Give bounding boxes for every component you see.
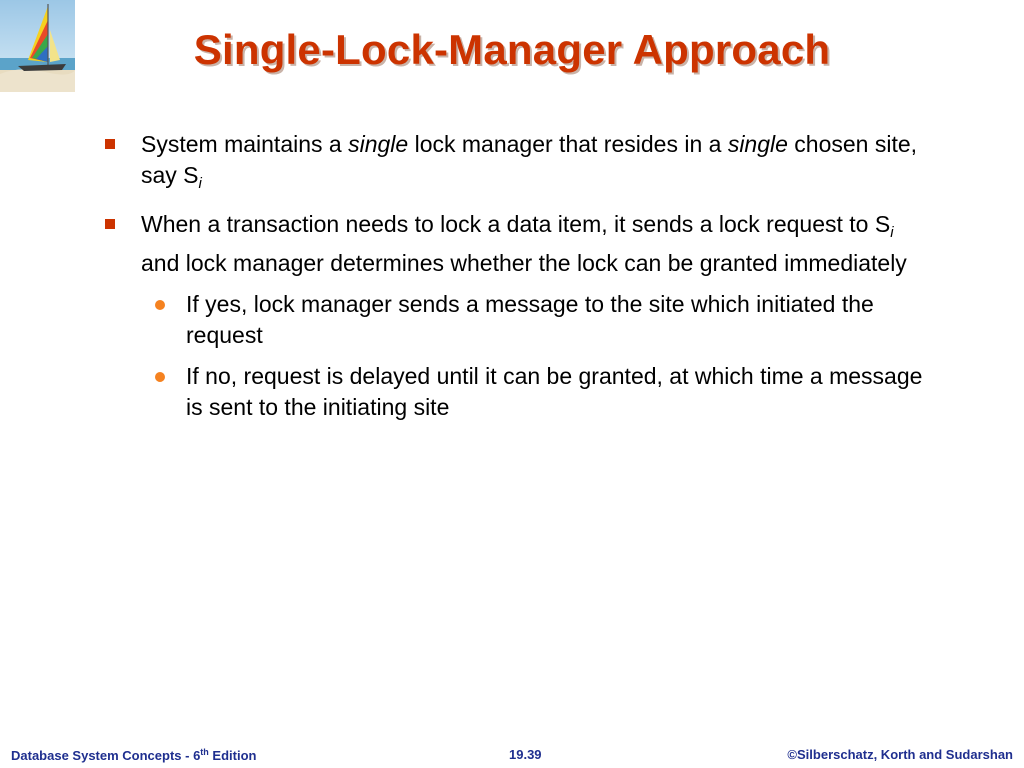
- slide-footer: [0, 740, 1024, 764]
- round-bullet-icon: [155, 300, 165, 310]
- bullet-emphasis: single: [348, 131, 409, 157]
- square-bullet-icon: [105, 139, 115, 149]
- subscript: i: [198, 175, 202, 192]
- sub-bullet-text: If yes, lock manager sends a message to the site which initiated the request: [186, 291, 874, 348]
- page-number: 19.39: [509, 747, 542, 762]
- bullet-text: System maintains a: [141, 131, 349, 157]
- slide-content: [104, 129, 934, 433]
- bullet-emphasis: single: [727, 131, 788, 157]
- slide-title: Single-Lock-Manager Approach: [193, 26, 831, 73]
- sub-bullet-item: [104, 289, 934, 351]
- footer-book-edition: Edition: [208, 748, 257, 763]
- round-bullet-icon: [155, 372, 165, 382]
- bullet-item: [104, 209, 934, 279]
- sub-bullet-item: [104, 361, 934, 423]
- footer-book-title: [11, 747, 256, 763]
- bullet-text: and lock manager determines whether the lock can be granted immediately: [141, 250, 907, 276]
- bullet-text: When a transaction needs to lock a data item, it sends a lock request to S: [141, 211, 891, 237]
- superscript: th: [200, 747, 209, 757]
- footer-book-title-text: Database System Concepts - 6: [11, 748, 201, 763]
- bullet-item: [104, 129, 934, 199]
- sub-bullet-text: If no, request is delayed until it can be granted, at which time a message is sent to the initiating site: [186, 363, 923, 420]
- subscript: i: [890, 224, 894, 241]
- square-bullet-icon: [105, 219, 115, 229]
- bullet-text: lock manager that resides in a: [408, 131, 728, 157]
- bullet-text: chosen site, say S: [141, 131, 918, 188]
- copyright: ©Silberschatz, Korth and Sudarshan: [787, 747, 1013, 762]
